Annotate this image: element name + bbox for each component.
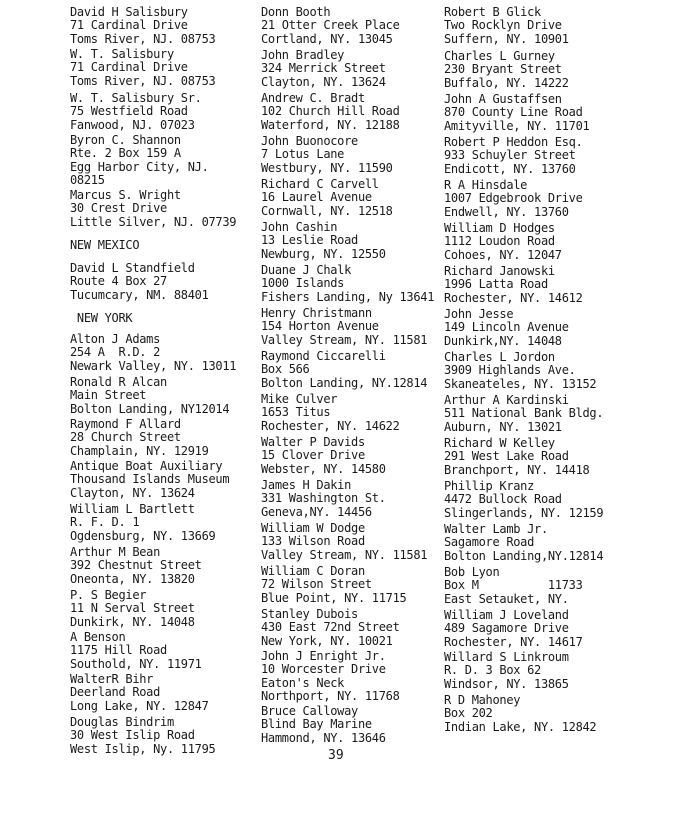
- address-entry: [444, 566, 583, 606]
- address-entry: [70, 376, 229, 416]
- entry-name: Arthur M Bean: [70, 545, 161, 559]
- entry-address-line: 30 West Islip Road: [70, 728, 195, 743]
- entry-name: Robert B Glick: [444, 5, 541, 19]
- address-entry: [444, 651, 569, 691]
- address-entry: [444, 308, 569, 348]
- address-entry: [261, 436, 386, 476]
- entry-address-line: 21 Otter Creek Place: [261, 18, 400, 33]
- entry-address-line: 75 Westfield Road: [70, 104, 188, 119]
- address-entry: [261, 264, 434, 304]
- entry-name: P. S Begier: [70, 588, 147, 602]
- address-entry: [70, 589, 195, 629]
- entry-address-line: 71 Cardinal Drive: [70, 60, 188, 75]
- entry-address-line: 71 Cardinal Drive: [70, 18, 188, 33]
- entry-address-line: Endicott, NY. 13760: [444, 161, 576, 176]
- entry-address-line: Windsor, NY. 13865: [444, 676, 569, 691]
- entry-address-line: Clayton, NY. 13624: [261, 74, 386, 89]
- entry-address-line: Rochester, NY. 14617: [444, 634, 583, 649]
- entry-name: W. T. Salisbury: [70, 47, 174, 61]
- entry-address-line: Valley Stream, NY. 11581: [261, 547, 428, 562]
- entry-address-line: 08215: [70, 172, 105, 187]
- entry-address-line: Egg Harbor City, NJ.: [70, 159, 209, 174]
- address-entry: [70, 673, 209, 713]
- entry-name: Arthur A Kardinski: [444, 393, 569, 407]
- entry-address-line: Clayton, NY. 13624: [70, 485, 195, 500]
- entry-address-line: 13 Leslie Road: [261, 233, 358, 248]
- address-entry: [261, 92, 400, 132]
- entry-name: Walter P Davids: [261, 435, 365, 449]
- entry-address-line: 324 Merrick Street: [261, 61, 386, 76]
- address-entry: [70, 460, 229, 500]
- address-entry: [444, 265, 583, 305]
- entry-address-line: Sagamore Road: [444, 535, 535, 550]
- entry-address-line: Cornwall, NY. 12518: [261, 203, 393, 218]
- entry-name: John J Enright Jr.: [261, 649, 386, 663]
- entry-address-line: 331 Washington St.: [261, 491, 386, 506]
- entry-address-line: Box M 11733: [444, 578, 583, 593]
- entry-address-line: Auburn, NY. 13021: [444, 419, 562, 434]
- entry-name: Bruce Calloway: [261, 704, 358, 718]
- entry-name: Douglas Bindrim: [70, 715, 174, 729]
- entry-name: Richard W Kelley: [444, 436, 555, 450]
- address-entry: [261, 522, 427, 562]
- entry-address-line: New York, NY. 10021: [261, 633, 393, 648]
- address-entry: [70, 262, 209, 302]
- entry-address-line: Northport, NY. 11768: [261, 688, 400, 703]
- entry-address-line: 291 West Lake Road: [444, 449, 569, 464]
- address-entry: [261, 6, 400, 46]
- entry-address-line: Waterford, NY. 12188: [261, 117, 400, 132]
- address-entry: [261, 350, 427, 390]
- entry-name: William L Bartlett: [70, 502, 195, 516]
- entry-address-line: Two Rocklyn Drive: [444, 18, 562, 33]
- address-entry: [70, 503, 215, 543]
- entry-address-line: 1175 Hill Road: [70, 643, 167, 658]
- entry-address-line: Bolton Landing,NY.12814: [444, 548, 604, 563]
- entry-name: Raymond Ciccarelli: [261, 349, 386, 363]
- entry-address-line: 10 Worcester Drive: [261, 662, 386, 677]
- address-entry: [444, 609, 583, 649]
- address-entry: [70, 716, 215, 756]
- address-entry: [444, 394, 603, 434]
- entry-name: Mike Culver: [261, 392, 338, 406]
- entry-address-line: 7 Lotus Lane: [261, 147, 345, 162]
- address-entry: [261, 705, 386, 745]
- address-entry: [261, 565, 406, 605]
- entry-address-line: 16 Laurel Avenue: [261, 190, 372, 205]
- entry-address-line: Main Street: [70, 388, 147, 403]
- entry-address-line: 30 Crest Drive: [70, 201, 167, 216]
- address-entry: [261, 307, 427, 347]
- entry-name: Duane J Chalk: [261, 263, 352, 277]
- entry-address-line: Blue Point, NY. 11715: [261, 590, 407, 605]
- address-entry: [70, 631, 202, 671]
- address-entry: [70, 189, 236, 229]
- entry-address-line: 149 Lincoln Avenue: [444, 320, 569, 335]
- entry-address-line: Bolton Landing, NY12014: [70, 401, 230, 416]
- entry-name: William D Hodges: [444, 221, 555, 235]
- entry-address-line: Indian Lake, NY. 12842: [444, 719, 597, 734]
- entry-name: Donn Booth: [261, 5, 331, 19]
- entry-name: Richard Janowski: [444, 264, 555, 278]
- entry-address-line: 72 Wilson Street: [261, 577, 372, 592]
- entry-address-line: 230 Bryant Street: [444, 62, 562, 77]
- entry-address-line: Deerland Road: [70, 685, 161, 700]
- entry-name: William J Loveland: [444, 608, 569, 622]
- entry-name: Stanley Dubois: [261, 607, 358, 621]
- entry-address-line: R. F. D. 1: [70, 515, 140, 530]
- entry-name: John A Gustaffsen: [444, 92, 562, 106]
- entry-name: A Benson: [70, 630, 126, 644]
- entry-address-line: Westbury, NY. 11590: [261, 160, 393, 175]
- entry-name: Richard C Carvell: [261, 177, 379, 191]
- entry-address-line: Eaton's Neck: [261, 675, 345, 690]
- entry-address-line: 154 Horton Avenue: [261, 319, 379, 334]
- entry-address-line: Endwell, NY. 13760: [444, 204, 569, 219]
- address-entry: [261, 221, 386, 261]
- entry-address-line: Geneva,NY. 14456: [261, 504, 372, 519]
- entry-name: R A Hinsdale: [444, 178, 528, 192]
- entry-name: Robert P Heddon Esq.: [444, 135, 583, 149]
- entry-address-line: 102 Church Hill Road: [261, 104, 400, 119]
- address-entry: [261, 49, 386, 89]
- entry-name: WalterR Bihr: [70, 672, 154, 686]
- address-entry: [70, 546, 202, 586]
- entry-address-line: Toms River, NJ. 08753: [70, 31, 216, 46]
- entry-address-line: Fanwood, NJ. 07023: [70, 117, 195, 132]
- entry-name: John Buonocore: [261, 134, 358, 148]
- entry-address-line: 489 Sagamore Drive: [444, 621, 569, 636]
- entry-name: Phillip Kranz: [444, 479, 535, 493]
- entry-name: Charles L Jordon: [444, 350, 555, 364]
- entry-address-line: Dunkirk, NY. 14048: [70, 614, 195, 629]
- address-entry: [70, 333, 236, 373]
- entry-address-line: Thousand Islands Museum: [70, 472, 230, 487]
- entry-name: Walter Lamb Jr.: [444, 522, 548, 536]
- entry-name: David H Salisbury: [70, 5, 188, 19]
- entry-name: Charles L Gurney: [444, 49, 555, 63]
- page-number: 39: [328, 748, 344, 763]
- entry-address-line: Box 202: [444, 706, 493, 721]
- entry-address-line: Valley Stream, NY. 11581: [261, 332, 428, 347]
- address-entry: [261, 650, 400, 703]
- entry-name: R D Mahoney: [444, 693, 521, 707]
- entry-address-line: Champlain, NY. 12919: [70, 443, 209, 458]
- entry-name: W. T. Salisbury Sr.: [70, 91, 202, 105]
- entry-address-line: Branchport, NY. 14418: [444, 462, 590, 477]
- entry-name: Willard S Linkroum: [444, 650, 569, 664]
- entry-address-line: 511 National Bank Bldg.: [444, 406, 604, 421]
- address-entry: [444, 93, 589, 133]
- entry-address-line: Long Lake, NY. 12847: [70, 698, 209, 713]
- address-entry: [261, 608, 400, 648]
- address-entry: [261, 178, 393, 218]
- state-heading: NEW YORK: [70, 311, 133, 325]
- entry-address-line: 15 Clover Drive: [261, 448, 365, 463]
- entry-name: Andrew C. Bradt: [261, 91, 365, 105]
- address-entry: [70, 48, 215, 88]
- address-entry: [444, 222, 562, 262]
- address-entry: [444, 523, 603, 563]
- address-entry: [444, 6, 569, 46]
- entry-address-line: R. D. 3 Box 62: [444, 663, 541, 678]
- entry-address-line: Newburg, NY. 12550: [261, 246, 386, 261]
- entry-address-line: Little Silver, NJ. 07739: [70, 214, 237, 229]
- address-entry: [70, 92, 202, 132]
- entry-address-line: Slingerlands, NY. 12159: [444, 505, 604, 520]
- entry-address-line: Tucumcary, NM. 88401: [70, 287, 209, 302]
- entry-name: Ronald R Alcan: [70, 375, 167, 389]
- entry-address-line: 1007 Edgebrook Drive: [444, 191, 583, 206]
- address-entry: [70, 6, 215, 46]
- entry-name: William C Doran: [261, 564, 365, 578]
- address-entry: [444, 437, 589, 477]
- entry-address-line: Blind Bay Marine: [261, 717, 372, 732]
- entry-name: Byron C. Shannon: [70, 133, 181, 147]
- entry-address-line: Rte. 2 Box 159 A: [70, 146, 181, 161]
- entry-name: David L Standfield: [70, 261, 195, 275]
- entry-address-line: Buffalo, NY. 14222: [444, 75, 569, 90]
- entry-name: Antique Boat Auxiliary: [70, 459, 223, 473]
- entry-address-line: Bolton Landing, NY.12814: [261, 375, 428, 390]
- entry-address-line: 392 Chestnut Street: [70, 558, 202, 573]
- address-entry: [261, 479, 386, 519]
- address-entry: [70, 134, 209, 187]
- address-entry: [261, 393, 400, 433]
- entry-address-line: Hammond, NY. 13646: [261, 730, 386, 745]
- address-entry: [444, 179, 583, 219]
- entry-name: James H Dakin: [261, 478, 352, 492]
- entry-address-line: Rochester, NY. 14612: [444, 290, 583, 305]
- entry-address-line: 11 N Serval Street: [70, 601, 195, 616]
- address-entry: [444, 480, 603, 520]
- address-entry: [444, 136, 583, 176]
- entry-address-line: West Islip, Ny. 11795: [70, 741, 216, 756]
- entry-name: Bob Lyon: [444, 565, 500, 579]
- address-entry: [70, 418, 209, 458]
- entry-name: Henry Christmann: [261, 306, 372, 320]
- entry-address-line: Route 4 Box 27: [70, 274, 167, 289]
- entry-address-line: 933 Schuyler Street: [444, 148, 576, 163]
- entry-address-line: Ogdensburg, NY. 13669: [70, 528, 216, 543]
- entry-address-line: Southold, NY. 11971: [70, 656, 202, 671]
- entry-address-line: Rochester, NY. 14622: [261, 418, 400, 433]
- entry-address-line: 4472 Bullock Road: [444, 492, 562, 507]
- entry-name: John Cashin: [261, 220, 338, 234]
- address-entry: [261, 135, 393, 175]
- entry-address-line: 1000 Islands: [261, 276, 345, 291]
- entry-address-line: Box 566: [261, 362, 310, 377]
- entry-address-line: Toms River, NJ. 08753: [70, 73, 216, 88]
- entry-address-line: Cortland, NY. 13045: [261, 31, 393, 46]
- entry-address-line: Oneonta, NY. 13820: [70, 571, 195, 586]
- entry-address-line: Amityville, NY. 11701: [444, 118, 590, 133]
- entry-address-line: 1653 Titus: [261, 405, 331, 420]
- entry-address-line: Webster, NY. 14580: [261, 461, 386, 476]
- entry-address-line: 430 East 72nd Street: [261, 620, 400, 635]
- entry-address-line: Fishers Landing, Ny 13641: [261, 289, 435, 304]
- state-heading: NEW MEXICO: [70, 238, 140, 252]
- entry-name: William W Dodge: [261, 521, 365, 535]
- entry-address-line: 1996 Latta Road: [444, 277, 548, 292]
- entry-name: John Jesse: [444, 307, 514, 321]
- entry-address-line: Cohoes, NY. 12047: [444, 247, 562, 262]
- entry-address-line: 1112 Loudon Road: [444, 234, 555, 249]
- entry-address-line: Suffern, NY. 10901: [444, 31, 569, 46]
- entry-name: John Bradley: [261, 48, 345, 62]
- address-entry: [444, 351, 596, 391]
- entry-address-line: 870 County Line Road: [444, 105, 583, 120]
- entry-address-line: 28 Church Street: [70, 430, 181, 445]
- entry-address-line: Newark Valley, NY. 13011: [70, 358, 237, 373]
- entry-address-line: 254 A R.D. 2: [70, 345, 161, 360]
- entry-address-line: 133 Wilson Road: [261, 534, 365, 549]
- entry-address-line: East Setauket, NY.: [444, 591, 569, 606]
- address-entry: [444, 694, 596, 734]
- entry-name: Marcus S. Wright: [70, 188, 181, 202]
- entry-address-line: 3909 Highlands Ave.: [444, 363, 576, 378]
- entry-name: Alton J Adams: [70, 332, 161, 346]
- address-entry: [444, 50, 569, 90]
- entry-name: Raymond F Allard: [70, 417, 181, 431]
- entry-address-line: Dunkirk,NY. 14048: [444, 333, 562, 348]
- entry-address-line: Skaneateles, NY. 13152: [444, 376, 597, 391]
